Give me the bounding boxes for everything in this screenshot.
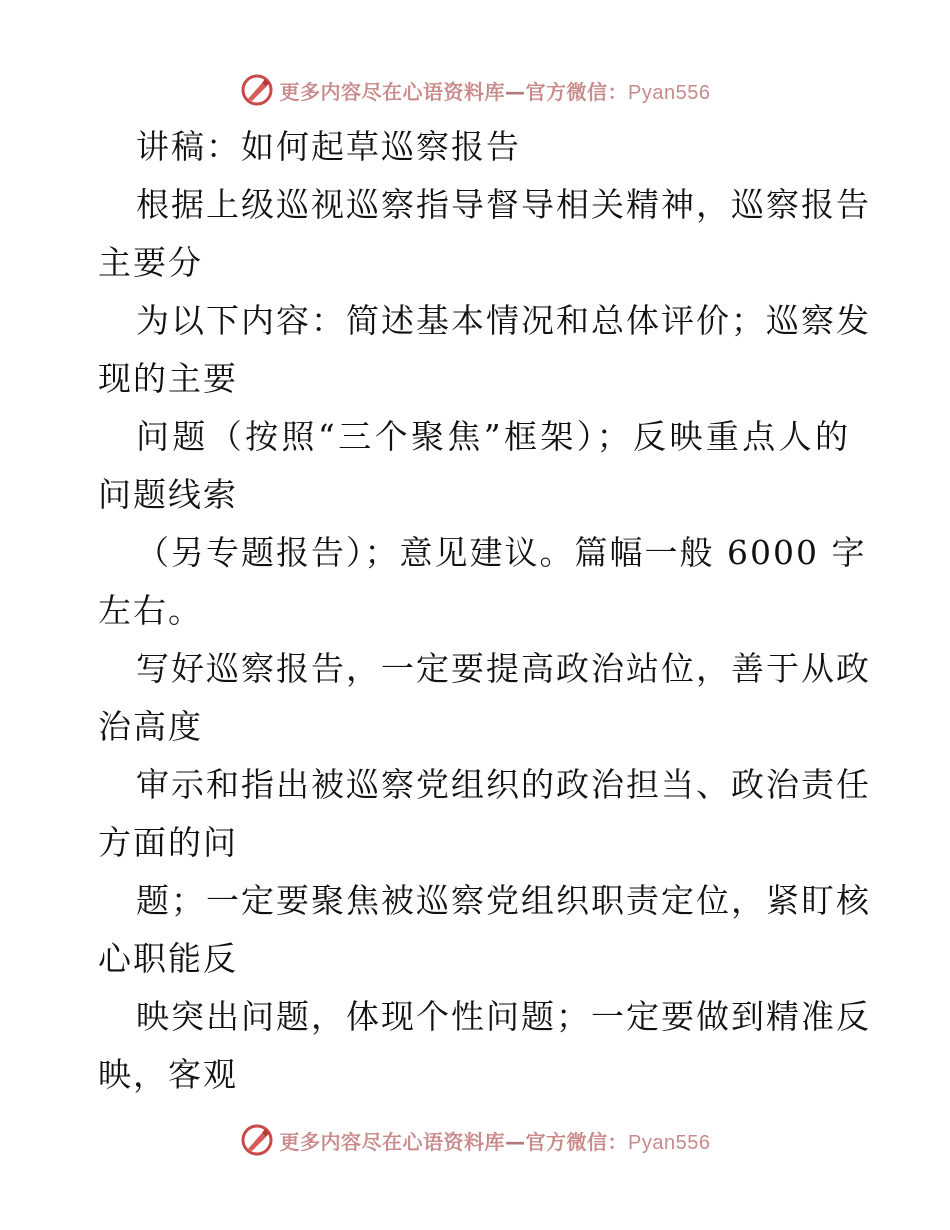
text-line: 写好巡察报告，一定要提高政治站位，善于从政 bbox=[136, 649, 871, 688]
footer-watermark bbox=[0, 1120, 950, 1160]
watermark-brand: 更多内容尽在心语资料库 bbox=[279, 1129, 506, 1154]
watermark-id: Pyan556 bbox=[628, 81, 711, 104]
watermark-separator: — bbox=[505, 1129, 526, 1154]
header-watermark bbox=[0, 70, 950, 110]
text-line: 心职能反 bbox=[98, 939, 238, 978]
watermark-id: Pyan556 bbox=[628, 1131, 711, 1154]
document-body bbox=[98, 118, 871, 1104]
pen-logo-icon bbox=[240, 1123, 274, 1157]
pen-logo-icon bbox=[240, 73, 274, 107]
watermark-separator: — bbox=[505, 79, 526, 104]
text-line: 为以下内容：简述基本情况和总体评价；巡察发 bbox=[136, 301, 871, 340]
text-line: 主要分 bbox=[98, 243, 203, 282]
text-line: 问题线索 bbox=[98, 475, 238, 514]
text-line: 审示和指出被巡察党组织的政治担当、政治责任 bbox=[136, 765, 871, 804]
text-line: 左右。 bbox=[98, 591, 203, 630]
watermark-text bbox=[280, 76, 711, 105]
watermark-contact: 官方微信： bbox=[525, 79, 629, 104]
watermark-brand: 更多内容尽在心语资料库 bbox=[279, 79, 506, 104]
text-line: 题；一定要聚焦被巡察党组织职责定位，紧盯核 bbox=[136, 881, 871, 920]
text-line: 治高度 bbox=[98, 707, 203, 746]
watermark-contact: 官方微信： bbox=[525, 1129, 629, 1154]
text-line: 现的主要 bbox=[98, 359, 238, 398]
text-line: 映，客观 bbox=[98, 1055, 238, 1094]
document-title: 讲稿：如何起草巡察报告 bbox=[136, 127, 521, 166]
text-line: 方面的问 bbox=[98, 823, 238, 862]
text-line: 根据上级巡视巡察指导督导相关精神，巡察报告 bbox=[136, 185, 871, 224]
text-line: 问题（按照“三个聚焦”框架）；反映重点人的 bbox=[136, 417, 850, 456]
text-line: （另专题报告）；意见建议。篇幅一般 6000 字 bbox=[136, 533, 867, 572]
text-line: 映突出问题，体现个性问题；一定要做到精准反 bbox=[136, 997, 871, 1036]
watermark-text bbox=[280, 1126, 711, 1155]
